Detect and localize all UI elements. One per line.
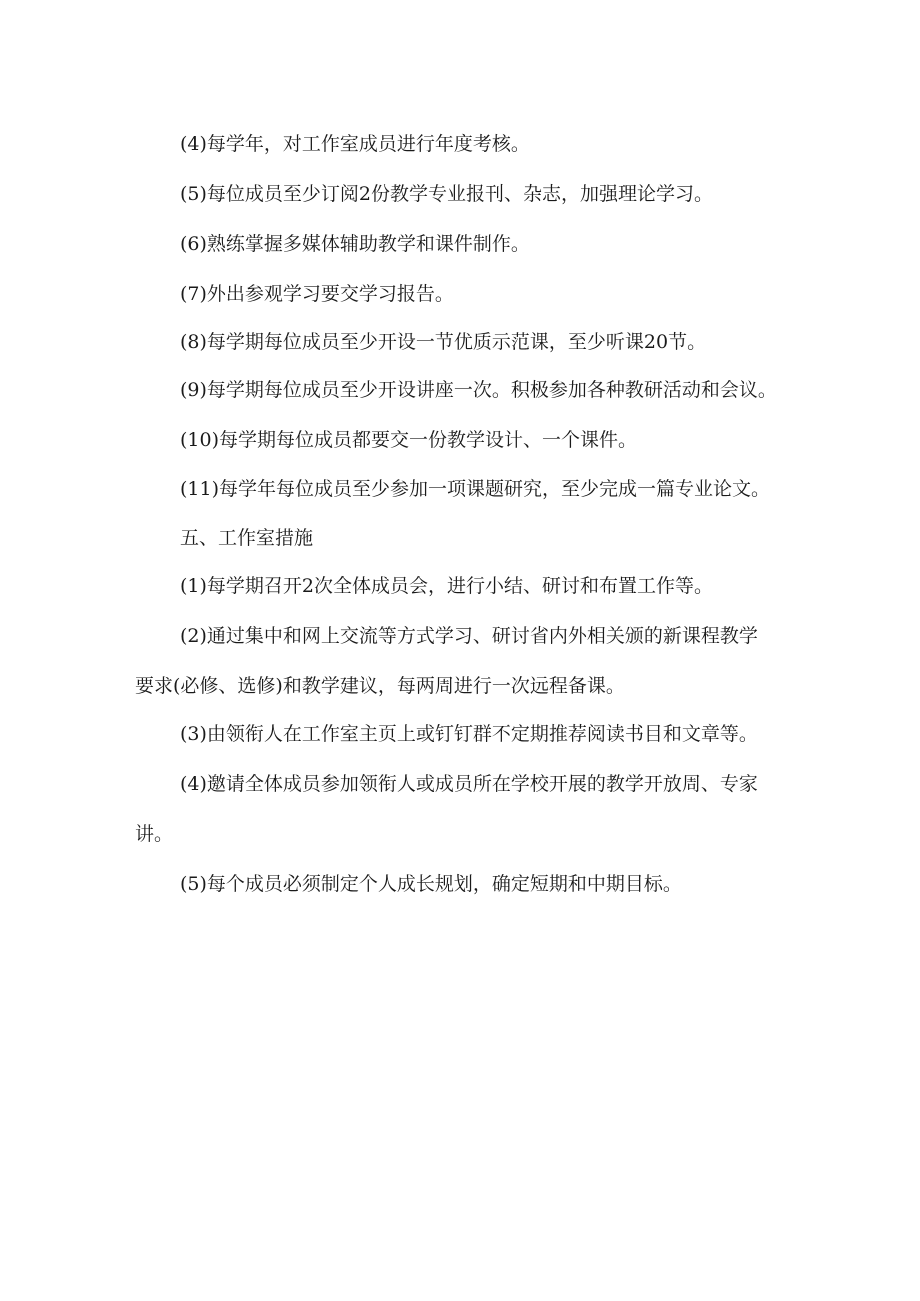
section-heading-measures: 五、工作室措施 <box>180 527 314 549</box>
rule-item-6: (6)熟练掌握多媒体辅助教学和课件制作。 <box>180 233 530 255</box>
rule-item-9: (9)每学期每位成员至少开设讲座一次。积极参加各种教研活动和会议。 <box>180 379 777 401</box>
rule-item-11: (11)每学年每位成员至少参加一项课题研究，至少完成一篇专业论文。 <box>180 478 771 500</box>
measure-item-4-continued: 讲。 <box>135 823 174 845</box>
rule-item-7: (7)外出参观学习要交学习报告。 <box>180 283 454 305</box>
measure-item-3: (3)由领衔人在工作室主页上或钉钉群不定期推荐阅读书目和文章等。 <box>180 723 758 745</box>
measure-item-2-continued: 要求(必修、选修)和教学建议，每两周进行一次远程备课。 <box>135 675 625 697</box>
measure-item-4: (4)邀请全体成员参加领衔人或成员所在学校开展的教学开放周、专家 <box>180 773 758 795</box>
measure-item-1: (1)每学期召开2次全体成员会，进行小结、研讨和布置工作等。 <box>180 575 714 597</box>
rule-item-5: (5)每位成员至少订阅2份教学专业报刊、杂志，加强理论学习。 <box>180 183 714 205</box>
measure-item-5: (5)每个成员必须制定个人成长规划，确定短期和中期目标。 <box>180 873 682 895</box>
rule-item-4: (4)每学年，对工作室成员进行年度考核。 <box>180 133 530 155</box>
rule-item-10: (10)每学期每位成员都要交一份教学设计、一个课件。 <box>180 429 638 451</box>
measure-item-2: (2)通过集中和网上交流等方式学习、研讨省内外相关颁的新课程教学 <box>180 625 758 647</box>
rule-item-8: (8)每学期每位成员至少开设一节优质示范课，至少听课20节。 <box>180 331 707 353</box>
